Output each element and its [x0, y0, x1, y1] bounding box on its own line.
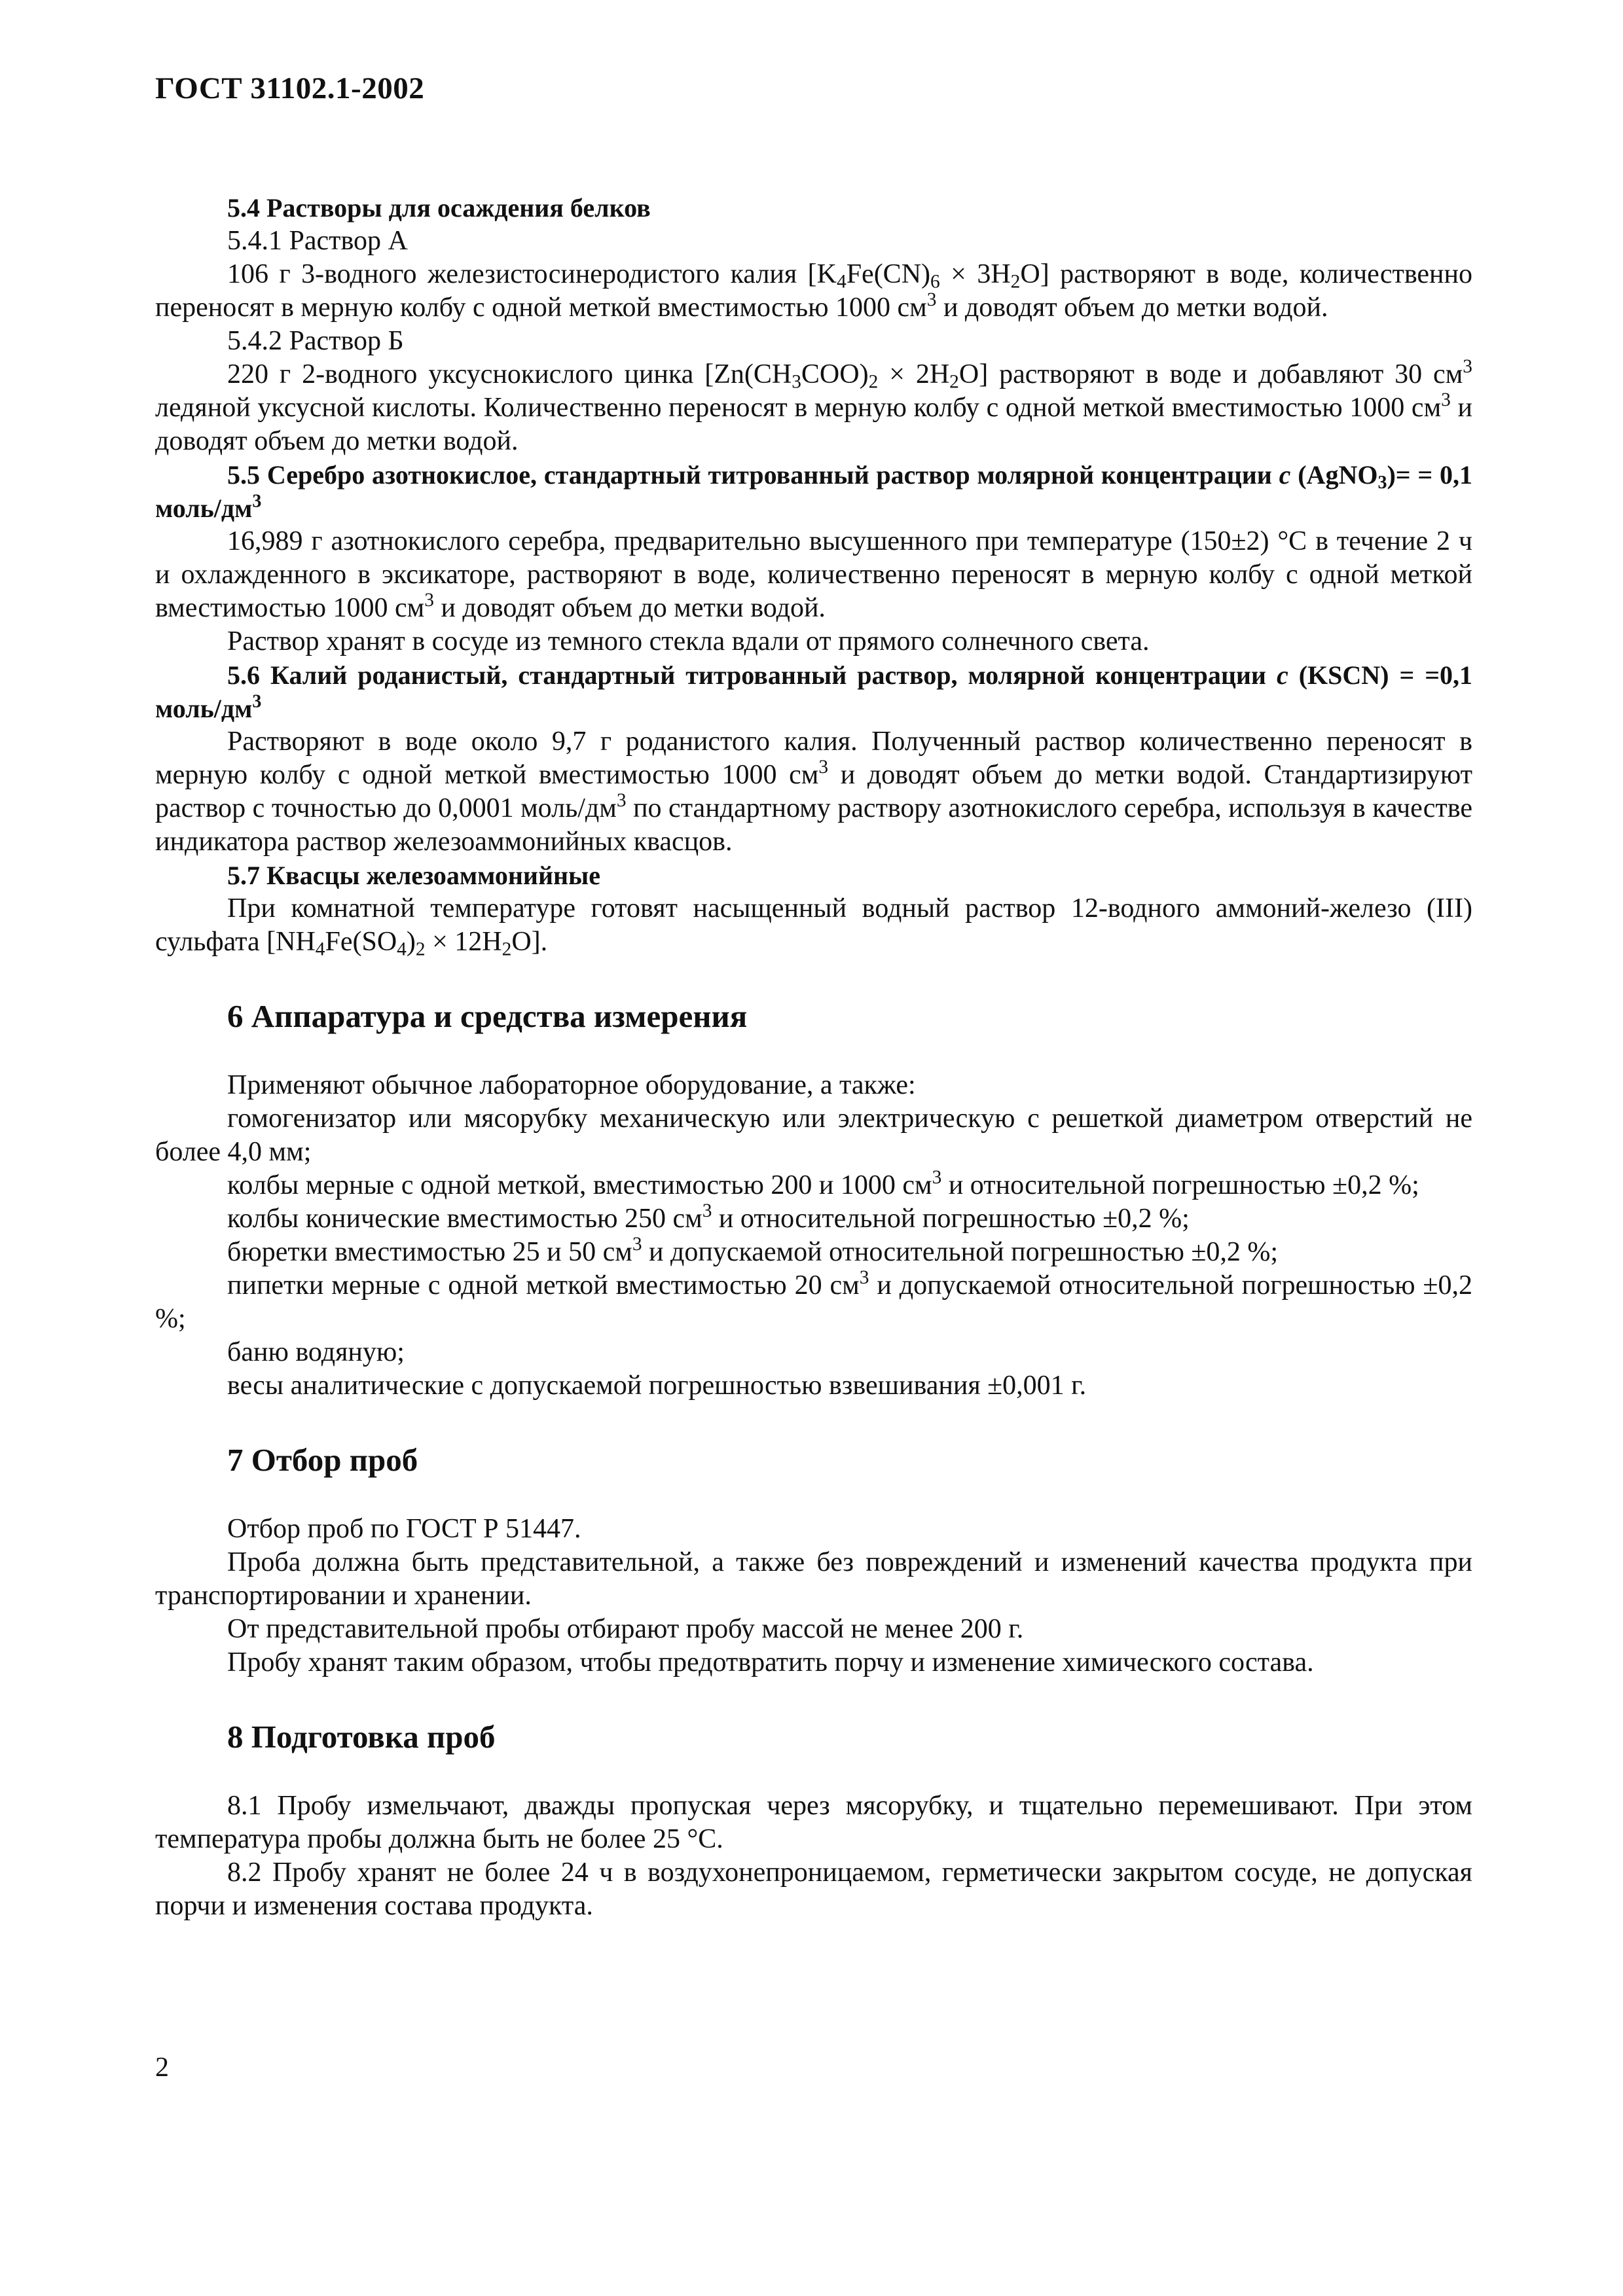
- paragraph-5-4-1: 106 г 3-водного железистосинеродистого калия $[K_4Fe(CN)_6 \times 3H_2O]$ растворяют в воде, количественно переносят в мерную колбу с одной меткой вместимостью 1000 $см^3$ и доводят объем до метки водой.: [155, 259, 1472, 323]
- paragraph-7-4: Пробу хранят таким образом, чтобы предотвратить порчу и изменение химического состава.: [227, 1647, 1314, 1677]
- paragraph-8-2: 8.2 Пробу хранят не более 24 ч в воздухонепроницаемом, герметически закрытом сосуде, не допуская порчи и изменения состава продукта.: [155, 1857, 1472, 1921]
- heading-5-4-1: 5.4.1 Раствор А: [227, 226, 408, 256]
- section-8-title: 8 Подготовка проб: [227, 1719, 496, 1755]
- heading-5-4-2: 5.4.2 Раствор Б: [227, 326, 404, 356]
- paragraph-6-3: колбы мерные с одной меткой, вместимостью 200 и 1000 $см^3$ и относительной погрешностью ±0,2 %;: [227, 1166, 1419, 1200]
- heading-5-7: 5.7 Квасцы железоаммонийные: [227, 861, 601, 890]
- paragraph-6-8: весы аналитические с допускаемой погрешностью взвешивания ±0,001 г.: [227, 1371, 1087, 1401]
- section-5-content: [155, 191, 1472, 1923]
- paragraph-6-2: гомогенизатор или мясорубку механическую или электрическую с решеткой диаметром отверстий не более 4,0 мм;: [155, 1103, 1472, 1167]
- paragraph-8-1: 8.1 Пробу измельчают, дважды пропуская через мясорубку, и тщательно перемешивают. При этом температура пробы должна быть не более 25 °С.: [155, 1791, 1472, 1854]
- paragraph-7-3: От представительной пробы отбирают пробу массой не менее 200 г.: [227, 1614, 1024, 1644]
- paragraph-5-5: 16,989 г азотнокислого серебра, предварительно высушенного при температуре (150±2) °С в течение 2 ч и охлажденного в эксикаторе, растворяют в воде, количественно переносят в мерную колбу с одной меткой вместимостью 1000 $см^3$ и доводят объем до метки водой.: [155, 526, 1472, 623]
- section-6-title: 6 Аппаратура и средства измерения: [227, 998, 748, 1034]
- paragraph-6-6: пипетки мерные с одной меткой вместимостью 20 $см^3$ и допускаемой относительной погрешностью ±0,2 %;: [155, 1266, 1472, 1334]
- page-number: 2: [155, 2053, 169, 2083]
- paragraph-7-1: Отбор проб по ГОСТ Р 51447.: [227, 1514, 581, 1544]
- heading-5-6: 5.6 Калий роданистый, стандартный титрованный раствор, молярной концентрации c (KSCN) = =0,1 моль/$дм^3$: [155, 660, 1473, 723]
- document-header: ГОСТ 31102.1-2002: [155, 71, 425, 105]
- paragraph-7-2: Проба должна быть представительной, а также без повреждений и изменений качества продукта при транспортировании и хранении.: [155, 1547, 1472, 1611]
- paragraph-5-7: При комнатной температуре готовят насыщенный водный раствор 12-водного аммоний-железо (III) сульфата $[NH_4Fe(SO_4)_2 \times 12H_2O]$.: [155, 893, 1472, 960]
- heading-5-5: 5.5 Серебро азотнокислое, стандартный титрованный раствор молярной концентрации c (AgNO$_3$)= = 0,1 моль/$дм^3$: [155, 460, 1472, 523]
- paragraph-5-4-2: 220 г 2-водного уксуснокислого цинка $[Zn(CH_3COO)_2 \times 2H_2O]$ растворяют в воде и добавляют 30 $см^3$ ледяной уксусной кислоты. Количественно переносят в мерную колбу с одной меткой вместимостью 1000 $см^3$ и доводят объем до метки водой.: [155, 355, 1472, 456]
- paragraph-6-7: баню водяную;: [227, 1337, 405, 1367]
- paragraph-6-1: Применяют обычное лабораторное оборудование, а также:: [227, 1070, 916, 1100]
- paragraph-5-6: Растворяют в воде около 9,7 г роданистого калия. Полученный раствор количественно переносят в мерную колбу с одной меткой вместимостью 1000 $см^3$ и доводят объем до метки водой. Стандартизируют раствор с точностью до 0,0001 моль/$дм^3$ по стандартному раствору азотнокислого серебра, используя в качестве индикатора раствор железоаммонийных квасцов.: [155, 726, 1472, 857]
- heading-5-4: 5.4 Растворы для осаждения белков: [227, 193, 651, 223]
- paragraph-5-5-storage: Раствор хранят в сосуде из темного стекла вдали от прямого солнечного света.: [227, 626, 1150, 656]
- section-7-title: 7 Отбор проб: [227, 1442, 418, 1478]
- paragraph-6-4: колбы конические вместимостью 250 $см^3$ и относительной погрешностью ±0,2 %;: [227, 1200, 1190, 1234]
- paragraph-6-5: бюретки вместимостью 25 и 50 $см^3$ и допускаемой относительной погрешностью ±0,2 %;: [227, 1233, 1279, 1267]
